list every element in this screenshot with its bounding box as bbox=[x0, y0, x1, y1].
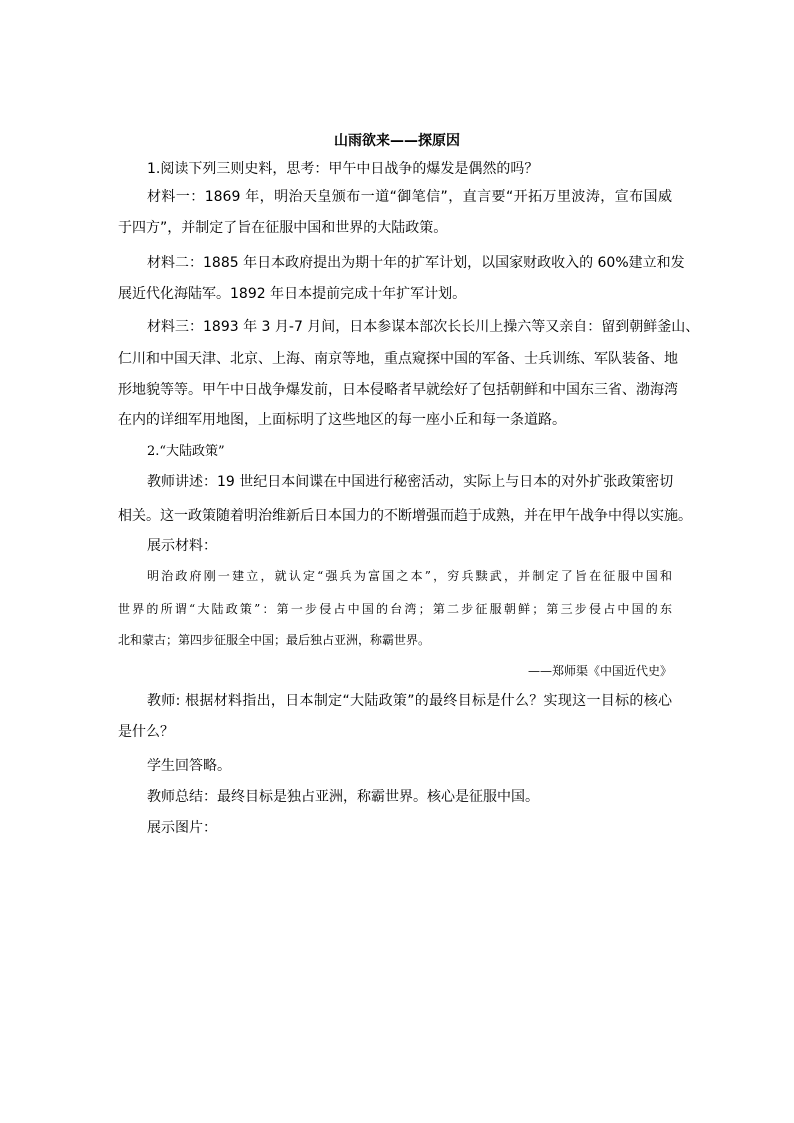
quote-line-2: 世界的所谓“大陆政策”：第一步侵占中国的台湾；第二步征服朝鲜；第三步侵占中国的东 bbox=[118, 602, 672, 616]
material-3-line-3: 形地貌等等。甲午中日战争爆发前，日本侵略者早就绘好了包括朝鲜和中国东三省、渤海湾 bbox=[118, 382, 678, 398]
material-1-line-2: 于四方”，并制定了旨在征服中国和世界的大陆政策。 bbox=[118, 220, 448, 236]
quote-line-1: 明治政府刚一建立，就认定“强兵为富国之本”，穷兵黩武，并制定了旨在征服中国和 bbox=[147, 569, 672, 583]
show-material-label: 展示材料： bbox=[147, 538, 217, 554]
teacher-lecture-line-2: 相关。这一政策随着明治维新后日本国力的不断增强而趋于成熟，并在甲午战争中得以实施。 bbox=[118, 508, 692, 524]
material-3-line-4: 在内的详细军用地图，上面标明了这些地区的每一座小丘和每一条道路。 bbox=[118, 412, 566, 428]
material-3-line-2: 仁川和中国天津、北京、上海、南京等地，重点窥探中国的军备、士兵训练、军队装备、地 bbox=[118, 351, 678, 367]
question-1: 1.阅读下列三则史料，思考：甲午中日战争的爆发是偶然的吗？ bbox=[147, 161, 539, 177]
material-1-line-1: 材料一：1869 年，明治天皇颁布一道“御笔信”，直言要“开拓万里波涛，宣布国威 bbox=[147, 189, 672, 205]
teacher-summary: 教师总结：最终目标是独占亚洲，称霸世界。核心是征服中国。 bbox=[147, 789, 539, 805]
quote-line-3: 北和蒙古；第四步征服全中国；最后独占亚洲，称霸世界。 bbox=[118, 633, 431, 647]
teacher-question-line-2: 是什么？ bbox=[118, 724, 174, 740]
student-answer: 学生回答略。 bbox=[147, 758, 231, 774]
show-image-label: 展示图片： bbox=[147, 820, 217, 836]
material-2-line-1: 材料二：1885 年日本政府提出为期十年的扩军计划，以国家财政收入的 60%建立和发 bbox=[147, 255, 685, 271]
section-2-heading: 2.“大陆政策” bbox=[147, 444, 225, 459]
material-2-line-2: 展近代化海陆军。1892 年日本提前完成十年扩军计划。 bbox=[118, 286, 467, 302]
teacher-lecture-line-1: 教师讲述：19 世纪日本间谍在中国进行秘密活动，实际上与日本的对外扩张政策密切 bbox=[147, 474, 674, 490]
quote-citation: ——郑师渠《中国近代史》 bbox=[527, 664, 672, 678]
teacher-question-line-1: 教师: 根据材料指出，日本制定“大陆政策”的最终目标是什么？实现这一目标的核心 bbox=[147, 693, 672, 709]
page-title: 山雨欲来——探原因 bbox=[334, 133, 460, 149]
material-3-line-1: 材料三：1893 年 3 月-7 月间，日本参谋本部次长长川上操六等又亲自：留到朝鲜釜山、 bbox=[147, 319, 700, 335]
